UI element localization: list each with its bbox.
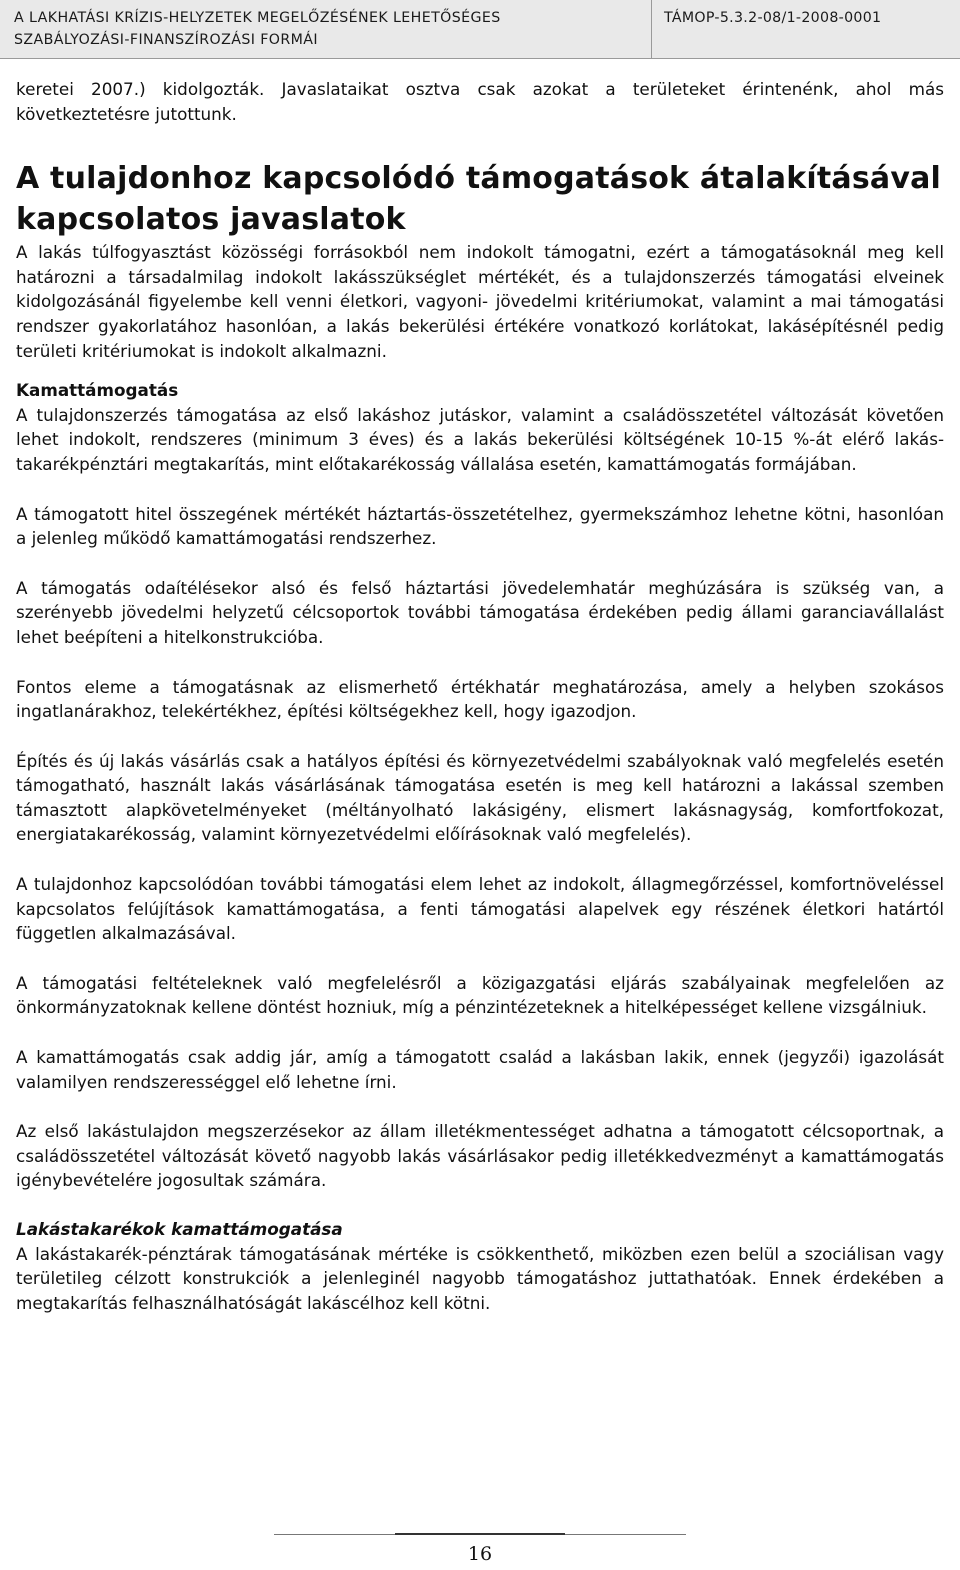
body-paragraph: A támogatás odaítélésekor alsó és felső háztartási jövedelemhatár meghúzására is szükség van, a szerényebb jövedelmi helyzetű célcsoportok további támogatása érdekében pedig állami garanciavállalást lehet beépíteni a hitelkonstrukcióba.	[16, 577, 944, 647]
body-paragraph: A kamattámogatás csak addig jár, amíg a támogatott család a lakásban lakik, ennek (jegyzői) igazolását valamilyen rendszerességgel elő lehetne írni.	[16, 1047, 944, 1092]
section-paragraph: A lakás túlfogyasztást közösségi forrásokból nem indokolt támogatni, ezért a támogatásoknál meg kell határozni a társadalmilag indokolt lakásszükséglet mértékét, és a tulajdonszerzés támogatási elveinek kidolgozásánál figyelembe kell venni életkori, vagyoni- jövedelmi kritériumokat, valamint a mai támogatási rendszer gyakorlatához hasonlóan, a lakás bekerülési értékére vonatkozó korlátokat, lakásépítésnél pedig területi kritériumokat is indokolt alkalmazni.	[16, 242, 944, 361]
header-title-line-1: A LAKHATÁSI KRÍZIS-HELYZETEK MEGELŐZÉSÉNEK LEHETŐSÉGES	[14, 10, 501, 26]
header-divider	[651, 0, 652, 58]
footer-rule-accent	[395, 1533, 565, 1535]
page-header	[0, 0, 960, 59]
subsection-title-kamattamogatas: Kamattámogatás	[16, 380, 179, 401]
body-paragraph: Az első lakástulajdon megszerzésekor az állam illetékmentességet adhatna a támogatott célcsoportnak, a családösszetétel változását követő nagyobb lakás vásárlásakor pedig illetékkedvezményt a kamattámogatás igénybevételére jogosultak számára.	[16, 1121, 944, 1191]
body-paragraph: A tulajdonszerzés támogatása az első lakáshoz jutáskor, valamint a családösszetétel változását követően lehet indokolt, rendszeres (minimum 3 éves) és a lakás bekerülési költségének 10-15 %-át elérő lakás-takarékpénztári megtakarítás, mint előtakarékosság vállalása esetén, kamattámogatás formájában.	[16, 404, 944, 474]
document-body	[16, 77, 944, 1315]
intro-paragraph: keretei 2007.) kidolgozták. Javaslataikat osztva csak azokat a területeket érintenénk, ahol más következtetésre jutottunk.	[16, 79, 944, 124]
body-paragraph: A tulajdonhoz kapcsolódóan további támogatási elem lehet az indokolt, állagmegőrzéssel, komfortnöveléssel kapcsolatos felújítások kamattámogatása, a fenti támogatási alapelvek egy részének életkori határtól független alkalmazásával.	[16, 874, 944, 944]
body-paragraph: Fontos eleme a támogatásnak az elismerhető értékhatár meghatározása, amely a helyben szokásos ingatlanárakhoz, telekértékhez, építési költségekhez kell, hogy igazodjon.	[16, 676, 944, 722]
section-title: A tulajdonhoz kapcsolódó támogatások átalakításával kapcsolatos javaslatok	[16, 161, 942, 238]
header-title-line-2: SZABÁLYOZÁSI-FINANSZÍROZÁSI FORMÁI	[14, 32, 318, 48]
body-paragraph: A támogatott hitel összegének mértékét háztartás-összetételhez, gyermekszámhoz lehetne kötni, hasonlóan a jelenleg működő kamattámogatási rendszerhez.	[16, 503, 944, 549]
body-paragraph: A lakástakarék-pénztárak támogatásának mértéke is csökkenthető, miközben ezen belül a szociálisan vagy területileg célzott konstrukciók a jelenleginél nagyobb támogatáshoz juttathatóak. Ennek érdekében a megtakarítás felhasználhatóságát lakáscélhoz kell kötni.	[16, 1243, 944, 1313]
header-project-code: TÁMOP-5.3.2-08/1-2008-0001	[664, 10, 882, 26]
subsection-title-lakastakarekok: Lakástakarékok kamattámogatása	[16, 1219, 343, 1239]
header-document-title	[14, 7, 501, 51]
body-paragraph: Építés és új lakás vásárlás csak a hatályos építési és környezetvédelmi szabályoknak való megfelelés esetén támogatható, használt lakás vásárlásának támogatása esetén is meg kell határozni a lakással szemben támasztott alapkövetelményeket (méltányolható lakásigény, elismert lakásnagyság, komfortfokozat, energiatakarékosság, valamint környezetvédelmi előírásoknak való megfelelés).	[16, 750, 944, 845]
page-number: 16	[467, 1543, 493, 1565]
body-paragraph: A támogatási feltételeknek való megfelelésről a közigazgatási eljárás szabályainak megfelelően az önkormányzatoknak kellene döntést hozniuk, míg a pénzintézeteknek a hitelképességet kellene vizsgálniuk.	[16, 972, 944, 1018]
